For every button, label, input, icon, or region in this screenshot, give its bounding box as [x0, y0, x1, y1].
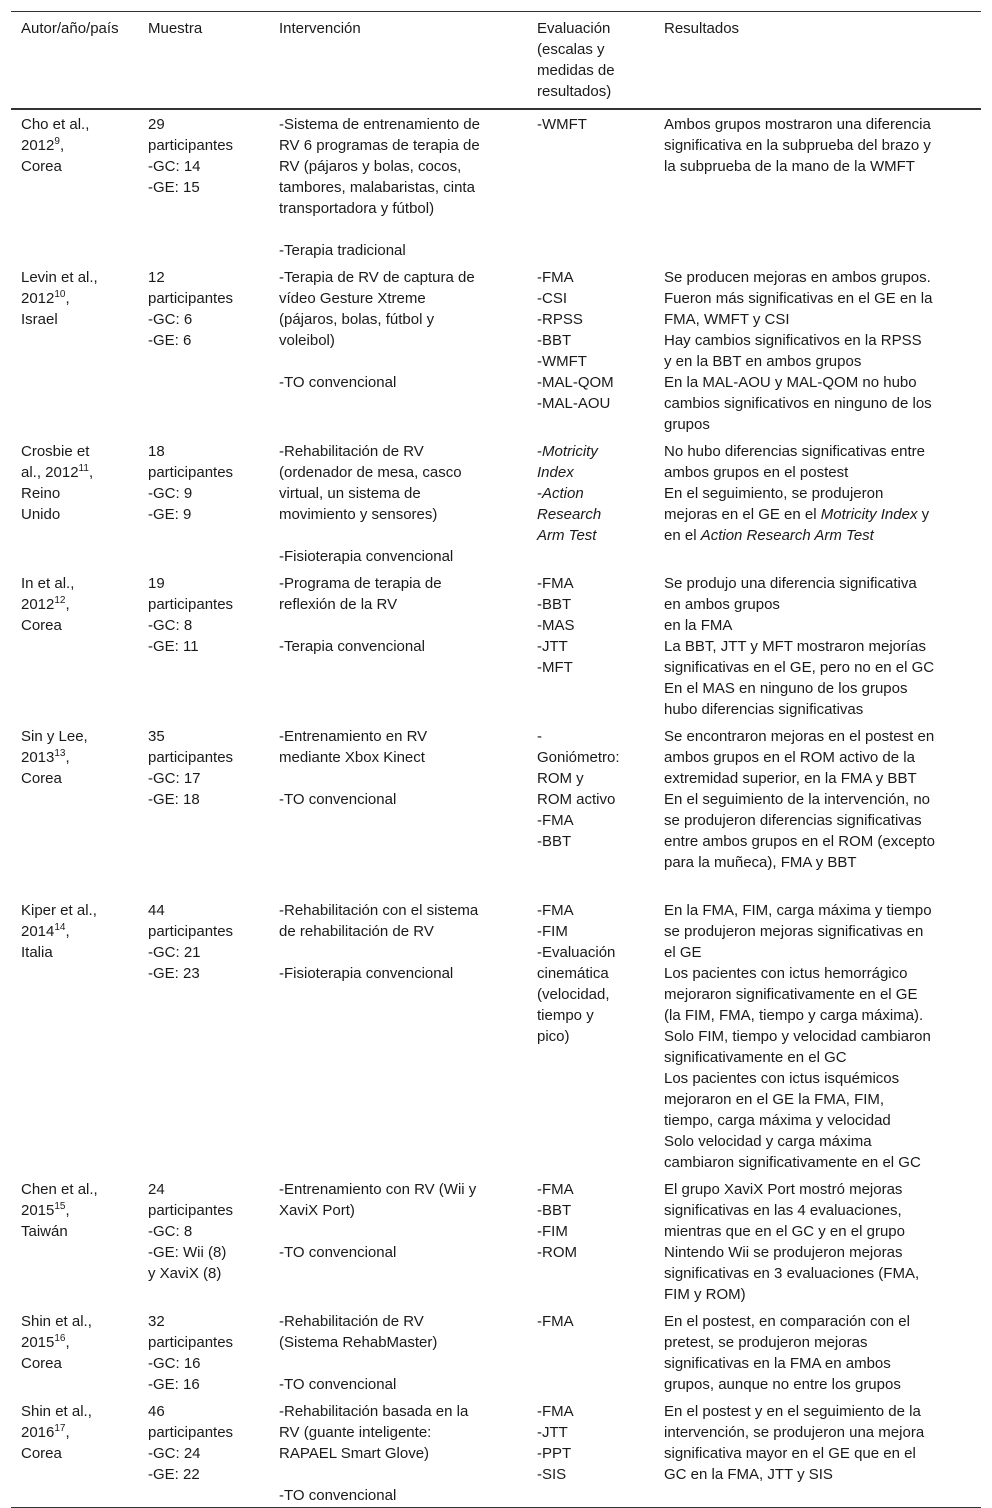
studies-table-container	[11, 11, 981, 1508]
cell-evaluation: -Motricity Index -Action Research Arm Test	[537, 443, 602, 544]
cell-results: Se produjo una diferencia significativa en ambos grupos en la FMA La BBT, JTT y MFT mostraron mejorías significativas en el GE, pero no en el GC En el MAS en ninguno de los grupos hubo diferencias significativas	[664, 575, 935, 718]
cell-results: Ambos grupos mostraron una diferencia significativa en la subprueba del brazo y la subprueba de la mano de la WMFT	[664, 116, 931, 175]
header-results: Resultados	[664, 20, 740, 37]
cell-intervention: -Sistema de entrenamiento de RV 6 programas de terapia de RV (pájaros y bolas, cocos, tambores, malabaristas, cinta transportadora y fútbol) -Terapia tradicional	[279, 116, 480, 259]
cell-author: Kiper et al., 2014$^{14}$, Italia	[21, 902, 97, 961]
table-body	[11, 109, 981, 1508]
cell-results: El grupo XaviX Port mostró mejoras significativas en las 4 evaluaciones, mientras que en el GC y en el grupo Nintendo Wii se produjeron mejoras significativas en 3 evaluaciones (FMA, FIM y ROM)	[664, 1181, 920, 1303]
cell-sample: 35 participantes -GC: 17 -GE: 18	[148, 728, 234, 808]
cell-results: En el postest y en el seguimiento de la intervención, se produjeron una mejora significativa mayor en el GE que en el GC en la FMA, JTT y SIS	[664, 1403, 925, 1483]
cell-author: Chen et al., 2015$^{15}$, Taiwán	[21, 1181, 98, 1240]
cell-intervention: -Rehabilitación basada en la RV (guante inteligente: RAPAEL Smart Glove) -TO convencional	[279, 1403, 469, 1504]
cell-author: Cho et al., 2012$^9$, Corea	[21, 116, 90, 175]
cell-sample: 19 participantes -GC: 8 -GE: 11	[148, 575, 234, 655]
cell-evaluation: - Goniómetro: ROM y ROM activo -FMA -BBT	[537, 728, 620, 850]
table-row	[11, 1174, 981, 1306]
header-row	[11, 12, 981, 110]
table-row	[11, 436, 981, 568]
cell-intervention: -Rehabilitación de RV (ordenador de mesa, casco virtual, un sistema de movimiento y sensores) -Fisioterapia convencional	[279, 443, 462, 565]
cell-intervention: -Entrenamiento en RV mediante Xbox Kinect -TO convencional	[279, 728, 428, 808]
cell-results: Se encontraron mejoras en el postest en ambos grupos en el ROM activo de la extremidad superior, en la FMA y BBT En el seguimiento de la intervención, no se produjeron diferencias significativas entre ambos grupos en el ROM (excepto para la muñeca), FMA y BBT	[664, 728, 935, 871]
cell-results: En el postest, en comparación con el pretest, se produjeron mejoras significativas en la FMA en ambos grupos, aunque no entre los grupos	[664, 1313, 910, 1393]
cell-results: En la FMA, FIM, carga máxima y tiempo se produjeron mejoras significativas en el GE Los pacientes con ictus hemorrágico mejoraron significativamente en el GE (la FIM, FMA, tiempo y carga máxima). Solo FIM, tiempo y velocidad cambiaron significativamente en el GC Los pacientes con ictus isquémicos mejoraron en el GE la FMA, FIM, tiempo, carga máxima y velocidad Solo velocidad y carga máxima cambiaron significativamente en el GC	[664, 902, 932, 1171]
cell-evaluation: -FMA -BBT -MAS -JTT -MFT	[537, 575, 575, 676]
cell-sample: 24 participantes -GC: 8 -GE: Wii (8) y XaviX (8)	[148, 1181, 234, 1282]
cell-sample: 18 participantes -GC: 9 -GE: 9	[148, 443, 234, 523]
cell-sample: 44 participantes -GC: 21 -GE: 23	[148, 902, 234, 982]
cell-sample: 32 participantes -GC: 16 -GE: 16	[148, 1313, 234, 1393]
cell-evaluation: -FMA -BBT -FIM -ROM	[537, 1181, 577, 1261]
header-intervention: Intervención	[279, 20, 361, 37]
table-row	[11, 721, 981, 895]
table-row	[11, 1306, 981, 1396]
cell-evaluation: -FMA -CSI -RPSS -BBT -WMFT -MAL-QOM -MAL-AOU	[537, 269, 614, 412]
table-row	[11, 895, 981, 1174]
table-row	[11, 109, 981, 262]
table-header	[11, 12, 981, 110]
cell-author: Sin y Lee, 2013$^{13}$, Corea	[21, 728, 88, 787]
studies-table	[11, 11, 981, 1508]
cell-sample: 29 participantes -GC: 14 -GE: 15	[148, 116, 234, 196]
cell-sample: 12 participantes -GC: 6 -GE: 6	[148, 269, 234, 349]
cell-intervention: -Rehabilitación con el sistema de rehabilitación de RV -Fisioterapia convencional	[279, 902, 479, 982]
cell-results: Se producen mejoras en ambos grupos. Fueron más significativas en el GE en la FMA, WMFT y CSI Hay cambios significativos en la RPSS y en la BBT en ambos grupos En la MAL-AOU y MAL-QOM no hubo cambios significativos en ninguno de los grupos	[664, 269, 933, 433]
table-row	[11, 262, 981, 436]
cell-author: Shin et al., 2016$^{17}$, Corea	[21, 1403, 92, 1462]
cell-author: Crosbie et al., 2012$^{11}$, Reino Unido	[21, 443, 94, 523]
cell-intervention: -Rehabilitación de RV (Sistema RehabMaster) -TO convencional	[279, 1313, 438, 1393]
cell-evaluation: -FMA -FIM -Evaluación cinemática (velocidad, tiempo y pico)	[537, 902, 616, 1045]
header-evaluation: Evaluación (escalas y medidas de resultados)	[537, 20, 615, 100]
cell-intervention: -Programa de terapia de reflexión de la RV -Terapia convencional	[279, 575, 442, 655]
table-row	[11, 568, 981, 721]
cell-sample: 46 participantes -GC: 24 -GE: 22	[148, 1403, 234, 1483]
cell-author: Shin et al., 2015$^{16}$, Corea	[21, 1313, 92, 1372]
cell-author: Levin et al., 2012$^{10}$, Israel	[21, 269, 98, 328]
cell-evaluation: -WMFT	[537, 116, 587, 133]
cell-author: In et al., 2012$^{12}$, Corea	[21, 575, 75, 634]
cell-results: No hubo diferencias significativas entre ambos grupos en el postest En el seguimiento, se produjeron mejoras en el GE en el Motricity Index y en el Action Research Arm Test	[664, 443, 930, 544]
header-author: Autor/año/país	[21, 20, 119, 37]
cell-evaluation: -FMA	[537, 1313, 574, 1330]
header-sample: Muestra	[148, 20, 203, 37]
cell-intervention: -Terapia de RV de captura de vídeo Gesture Xtreme (pájaros, bolas, fútbol y voleibol) -TO convencional	[279, 269, 475, 391]
cell-intervention: -Entrenamiento con RV (Wii y XaviX Port) -TO convencional	[279, 1181, 477, 1261]
table-row	[11, 1396, 981, 1508]
cell-evaluation: -FMA -JTT -PPT -SIS	[537, 1403, 574, 1483]
